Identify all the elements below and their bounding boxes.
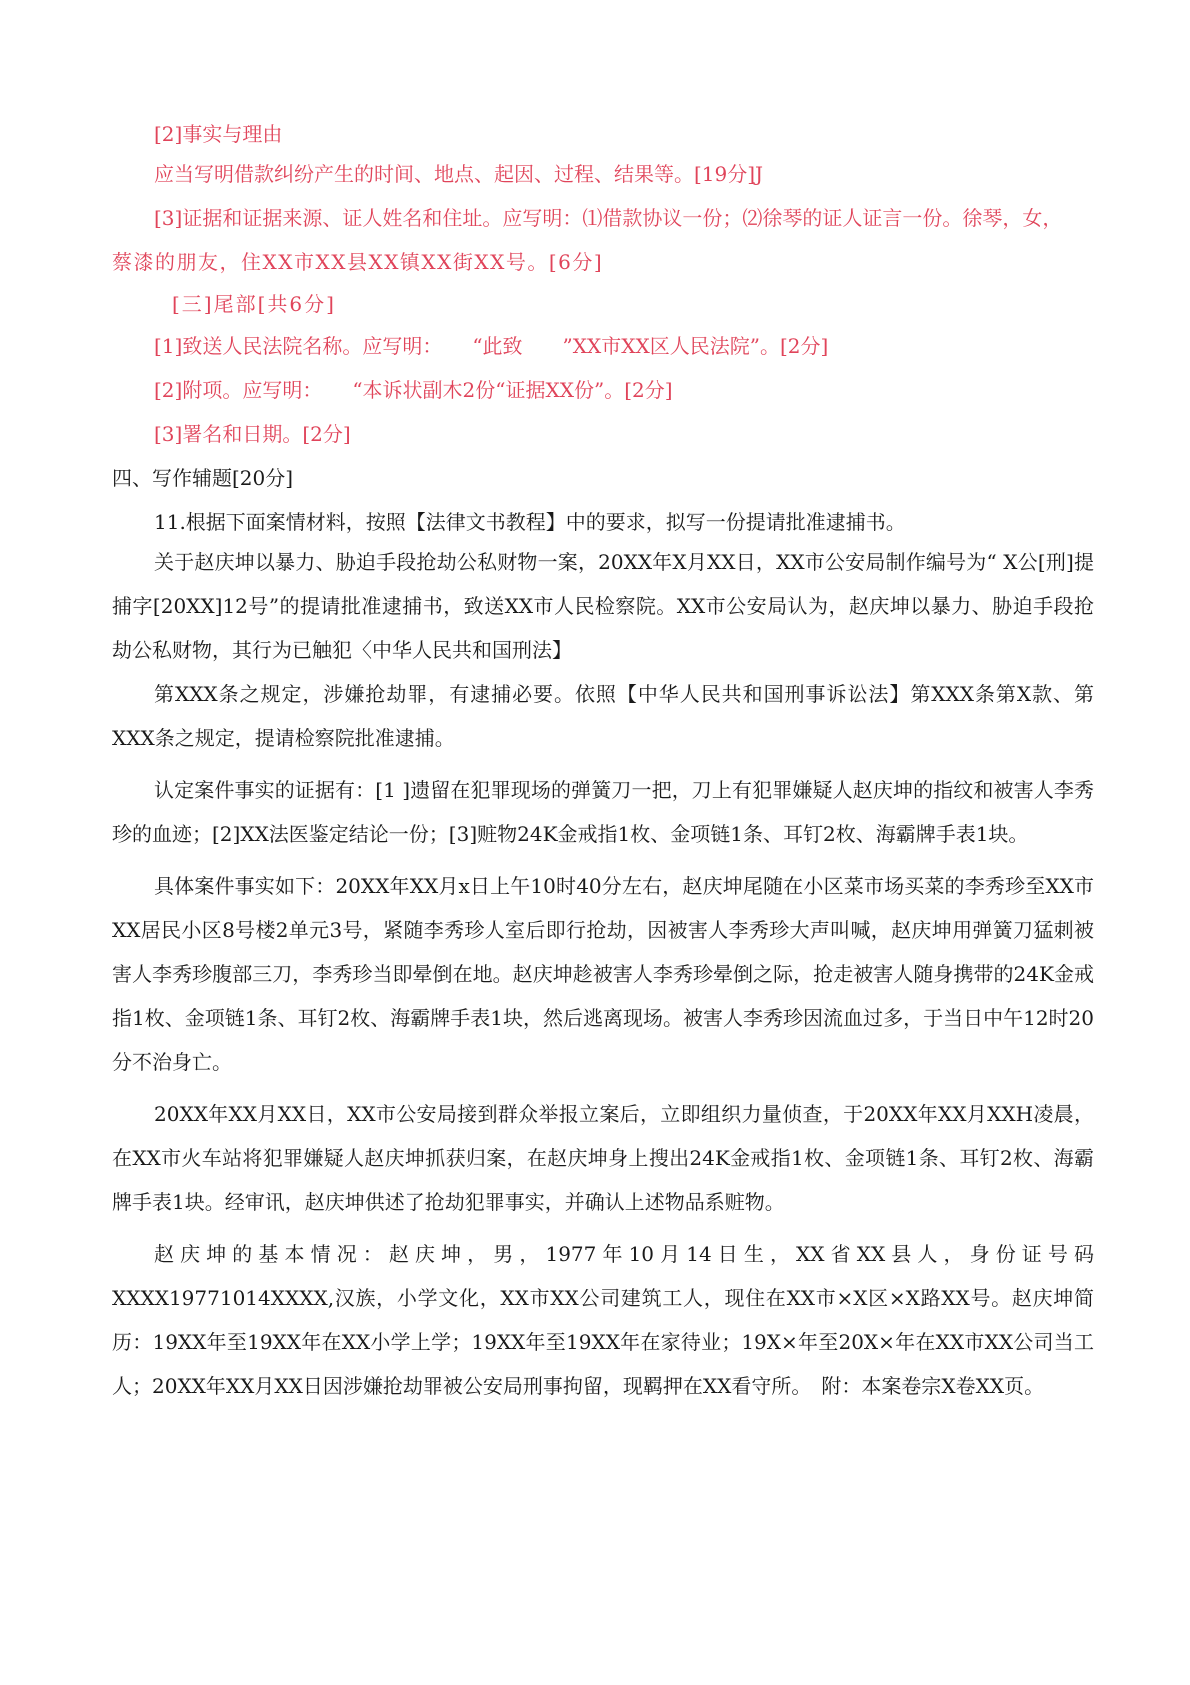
- paragraph-4: 具体案件事实如下：20XX年XX月x日上午10时40分左右，赵庆坤尾随在小区菜市场买菜的李秀珍至XX市XX居民小区8号楼2单元3号，紧随李秀珍人室后即行抢劫，因被害人李秀珍大声叫喊，赵庆坤用弹簧刀猛刺被害人李秀珍腹部三刀，李秀珍当即晕倒在地。赵庆坤趁被害人李秀珍晕倒之际，抢走被害人随身携带的24K金戒指1枚、金项链1条、耳钉2枚、海霸牌手表1块，然后逃离现场。被害人李秀珍因流血过多，于当日中午12时20分不治身亡。: [112, 874, 1094, 1074]
- red-line-2: 应当写明借款纠纷产生的时间、地点、起因、过程、结果等。[19分]J: [154, 162, 764, 186]
- red-line-4: 蔡漆的朋友，住XX市XX县XX镇XX街XX号。[6分]: [112, 250, 604, 274]
- red-line-7: [2]附项。应写明： “本诉状副木2份“证据XX份”。[2分]: [154, 378, 673, 402]
- red-line-5: [三]尾部[共6分]: [172, 292, 336, 316]
- paragraph-5: 20XX年XX月XX日，XX市公安局接到群众举报立案后，立即组织力量侦查，于20XX年XX月XXH凌晨，在XX市火车站将犯罪嫌疑人赵庆坤抓获归案，在赵庆坤身上搜出24K金戒指1枚、金项链1条、耳钉2枚、海霸牌手表1块。经审讯，赵庆坤供述了抢劫犯罪事实，并确认上述物品系赃物。: [112, 1102, 1094, 1214]
- paragraph-3: 认定案件事实的证据有：[1 ]遗留在犯罪现场的弹簧刀一把，刀上有犯罪嫌疑人赵庆坤的指纹和被害人李秀珍的血迹；[2]XX法医鉴定结论一份；[3]赃物24K金戒指1枚、金项链1条、耳钉2枚、海霸牌手表1块。: [112, 778, 1094, 846]
- question-line: 11.根据下面案情材料，按照【法律文书教程】中的要求，拟写一份提请批准逮捕书。: [154, 510, 906, 534]
- paragraph-2: 第XXX条之规定，涉嫌抢劫罪，有逮捕必要。依照【中华人民共和国刑事诉讼法】第XXX条第X款、第XXX条之规定，提请检察院批准逮捕。: [112, 682, 1094, 750]
- red-line-3: [3]证据和证据来源、证人姓名和住址。应写明：⑴借款协议一份；⑵徐琴的证人证言一份。徐琴，女，: [154, 206, 1063, 230]
- red-line-1: [2]事实与理由: [154, 122, 283, 146]
- section-four-heading: 四、写作辅题[20分]: [112, 466, 294, 490]
- paragraph-1: 关于赵庆坤以暴力、胁迫手段抢劫公私财物一案，20XX年X月XX日，XX市公安局制作编号为“ X公[刑]提捕字[20XX]12号”的提请批准逮捕书，致送XX市人民检察院。XX市公安局认为，赵庆坤以暴力、胁迫手段抢劫公私财物，其行为已触犯〈中华人民共和国刑法】: [112, 550, 1094, 662]
- red-line-8: [3]署名和日期。[2分]: [154, 422, 351, 446]
- case-material: [112, 540, 1094, 1408]
- paragraph-6: 赵庆坤的基本情况：赵庆坤，男，1977年10月14日生，XX省XX县人，身份证号码XXXX19771014XXXX,汉族，小学文化，XX市XX公司建筑工人，现住在XX市×X区×X路XX号。赵庆坤简历：19XX年至19XX年在XX小学上学；19XX年至19XX年在家待业；19X×年至20X×年在XX市XX公司当工人；20XX年XX月XX日因涉嫌抢劫罪被公安局刑事拘留，现羁押在XX看守所。 附：本案卷宗X卷XX页。: [112, 1242, 1094, 1398]
- red-line-6: [1]致送人民法院名称。应写明： “此致 ”XX市XX区人民法院”。[2分]: [154, 334, 829, 358]
